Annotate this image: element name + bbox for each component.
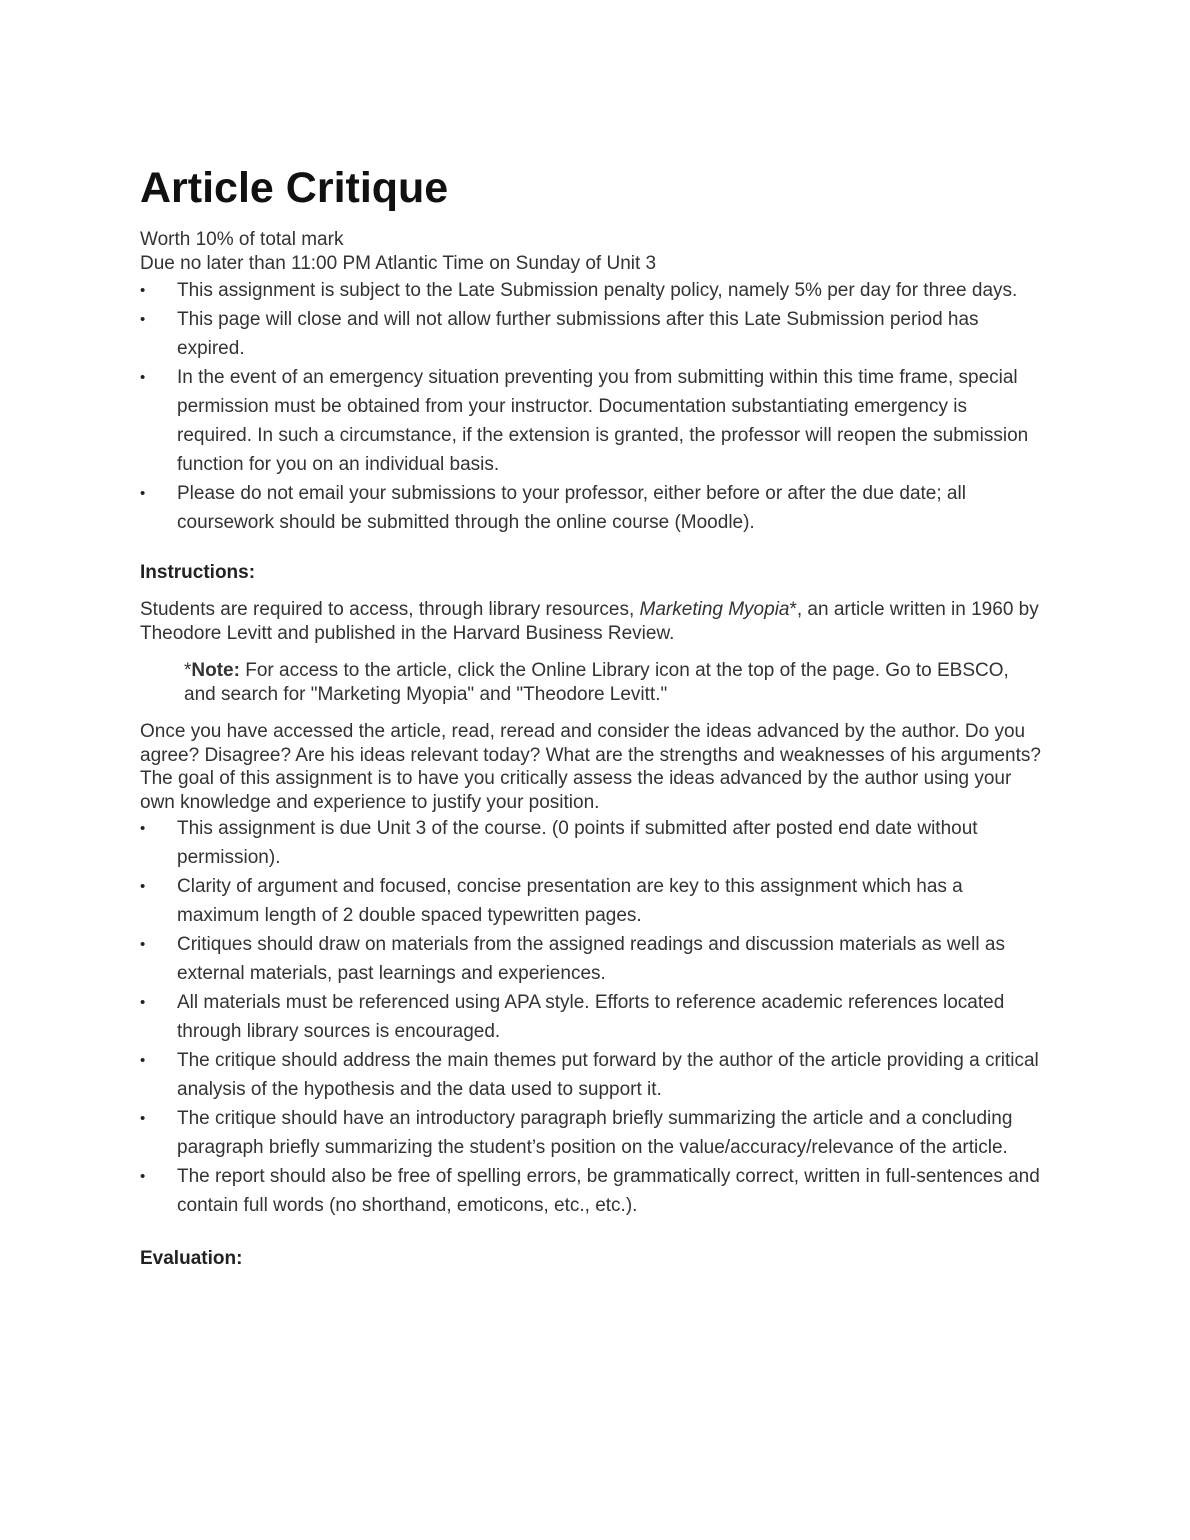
list-item-text: Clarity of argument and focused, concise presentation are key to this assignment which has a maximum length of 2 double spaced typewritten pages. (177, 876, 963, 926)
bullet-icon: • (140, 994, 146, 1011)
list-item (140, 1046, 1044, 1104)
list-item (140, 814, 1044, 872)
intro-paragraph (140, 598, 1044, 645)
list-item-text: All materials must be referenced using APA style. Efforts to reference academic references located through library sources is encouraged. (177, 992, 1005, 1042)
bullet-icon: • (140, 282, 146, 299)
intro-text-before: Students are required to access, through library resources, (140, 599, 640, 620)
list-item (140, 363, 1044, 479)
bullet-icon: • (140, 485, 146, 502)
worth-text: Worth 10% of total mark (140, 229, 344, 250)
list-item (140, 1104, 1044, 1162)
bullet-icon: • (140, 311, 146, 328)
list-item-text: Critiques should draw on materials from the assigned readings and discussion materials as well as external materials, past learnings and experiences. (177, 934, 1005, 984)
list-item (140, 305, 1044, 363)
article-title: Marketing Myopia (639, 599, 790, 620)
list-item (140, 276, 1044, 305)
bullet-icon: • (140, 1052, 146, 1069)
policy-list (140, 276, 1044, 537)
list-item-text: This assignment is due Unit 3 of the course. (0 points if submitted after posted end date without permission). (177, 818, 978, 868)
note-label: Note: (191, 660, 240, 681)
list-item (140, 479, 1044, 537)
list-item (140, 872, 1044, 930)
list-item (140, 930, 1044, 988)
bullet-icon: • (140, 936, 146, 953)
bullet-icon: • (140, 1110, 146, 1127)
bullet-icon: • (140, 820, 146, 837)
critique-paragraph: Once you have accessed the article, read, reread and consider the ideas advanced by the author. Do you agree? Disagree? Are his ideas relevant today? What are the strengths and weaknesses of his arguments? The goal of this assignment is to have you critically assess the ideas advanced by the author using your own knowledge and experience to justify your position. (140, 721, 1041, 813)
access-note (184, 659, 1044, 706)
bullet-icon: • (140, 878, 146, 895)
evaluation-heading: Evaluation: (140, 1248, 243, 1269)
assignment-meta (140, 228, 1044, 276)
page-title: Article Critique (140, 164, 449, 212)
due-text: Due no later than 11:00 PM Atlantic Time on Sunday of Unit 3 (140, 253, 657, 274)
list-item (140, 1162, 1044, 1220)
document-page (140, 162, 1044, 1271)
note-asterisk: * (184, 660, 192, 681)
instructions-heading: Instructions: (140, 562, 256, 583)
list-item-text: In the event of an emergency situation preventing you from submitting within this time frame, special permission must be obtained from your instructor. Documentation substantiating emergency is required. In such a circumstance, if the extension is granted, the professor will reopen the submission function for you on an individual basis. (177, 367, 1029, 475)
bullet-icon: • (140, 1168, 146, 1185)
list-item-text: Please do not email your submissions to your professor, either before or after the due date; all coursework should be submitted through the online course (Moodle). (177, 483, 966, 533)
intro-text-after: *, an article written in 1960 by Theodore Levitt and published in the Harvard Business Review. (140, 599, 1039, 644)
list-item (140, 988, 1044, 1046)
list-item-text: This assignment is subject to the Late Submission penalty policy, namely 5% per day for three days. (177, 280, 1018, 301)
list-item-text: This page will close and will not allow further submissions after this Late Submission period has expired. (177, 309, 979, 359)
list-item-text: The report should also be free of spelling errors, be grammatically correct, written in full-sentences and contain full words (no shorthand, emoticons, etc., etc.). (177, 1166, 1040, 1216)
bullet-icon: • (140, 369, 146, 386)
list-item-text: The critique should address the main themes put forward by the author of the article providing a critical analysis of the hypothesis and the data used to support it. (177, 1050, 1039, 1100)
requirements-list (140, 814, 1044, 1220)
list-item-text: The critique should have an introductory paragraph briefly summarizing the article and a concluding paragraph briefly summarizing the student’s position on the value/accuracy/relevance of the article. (177, 1108, 1013, 1158)
note-text: For access to the article, click the Online Library icon at the top of the page. Go to EBSCO, and search for "Marketing Myopia" and "Theodore Levitt." (184, 660, 1009, 705)
